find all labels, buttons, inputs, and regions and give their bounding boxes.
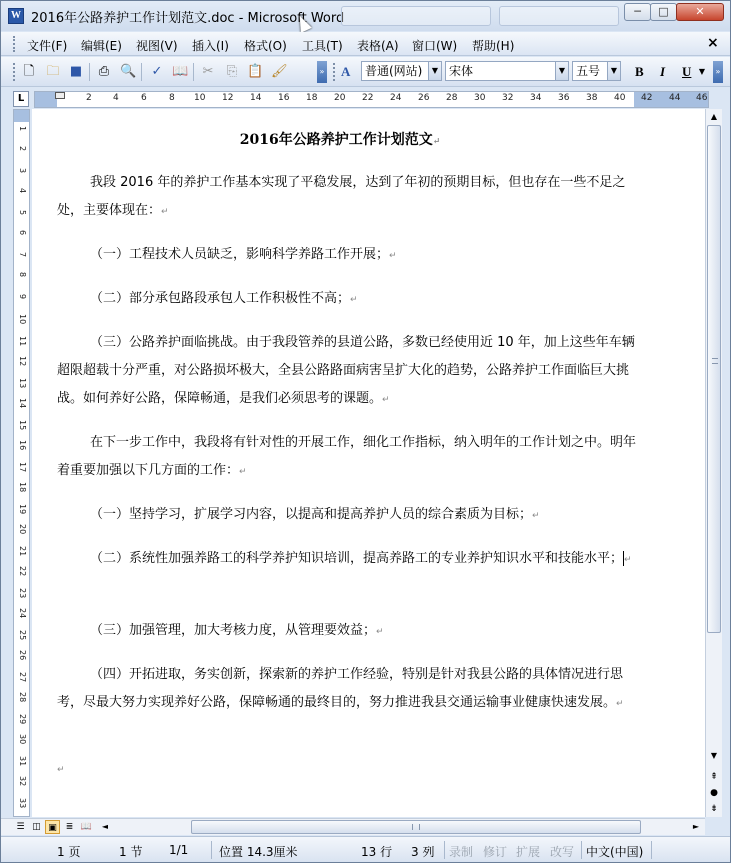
paragraph[interactable]: （一）工程技术人员缺乏，影响科学养路工作开展；↵ — [90, 247, 397, 262]
ruler-mark: 32 — [502, 93, 514, 103]
copy-icon[interactable]: ⎘ — [226, 64, 238, 79]
bold-button[interactable]: B — [635, 64, 644, 79]
paragraph[interactable]: （三）加强管理，加大考核力度，从管理要效益；↵ — [90, 623, 384, 638]
paragraph[interactable]: 我段 2016 年的养护工作基本实现了平稳发展，达到了年初的预期目标，但也存在一些不足之处，主要体现在：↵ — [57, 175, 626, 218]
paragraph[interactable]: （一）坚持学习，扩展学习内容，以提高和提高养护人员的综合素质为目标；↵ — [90, 507, 540, 522]
italic-button[interactable]: I — [660, 64, 666, 79]
vruler-mark: 33 — [18, 798, 27, 809]
status-column: 3 列 — [411, 845, 435, 859]
status-bar — [1, 836, 730, 862]
toolbar-options-chevron[interactable]: » — [317, 61, 327, 83]
select-browse-object-icon[interactable]: ● — [710, 788, 718, 798]
ruler-mark: 46 — [696, 93, 708, 103]
outline-view-icon[interactable]: ≣ — [65, 822, 74, 832]
menu-format[interactable]: 格式(O) — [244, 39, 287, 53]
vruler-mark: 23 — [18, 588, 27, 599]
toolbar-separator — [141, 63, 142, 81]
ruler-mark: 34 — [530, 93, 542, 103]
vruler-mark: 15 — [18, 420, 27, 431]
menu-insert[interactable]: 插入(I) — [192, 39, 229, 53]
status-separator — [651, 841, 652, 859]
toolbar-separator — [89, 63, 90, 81]
ruler-mark: 16 — [278, 93, 290, 103]
save-icon[interactable]: ■ — [69, 64, 83, 79]
menu-view[interactable]: 视图(V) — [136, 39, 178, 53]
status-section: 1 节 — [119, 845, 143, 859]
vruler-mark: 32 — [18, 776, 27, 787]
spelling-icon[interactable]: ✓ — [151, 64, 163, 79]
ruler-mark: 42 — [641, 93, 653, 103]
vruler-mark: 21 — [18, 546, 27, 557]
vruler-mark: 17 — [18, 462, 27, 473]
tab-selector-button[interactable]: L — [13, 91, 29, 107]
status-line: 13 行 — [361, 845, 393, 859]
toolbar-grip-2[interactable] — [333, 63, 336, 81]
ruler-mark: 8 — [169, 93, 175, 103]
print-icon[interactable]: ⎙ — [98, 64, 110, 79]
menu-window[interactable]: 窗口(W) — [412, 39, 458, 53]
ruler-mark: 14 — [250, 93, 262, 103]
first-line-indent-marker[interactable] — [55, 92, 65, 99]
status-page: 1 页 — [57, 845, 81, 859]
vruler-mark: 3 — [18, 168, 27, 174]
vruler-mark: 25 — [18, 630, 27, 641]
ruler-mark: 40 — [614, 93, 626, 103]
menu-table[interactable]: 表格(A) — [357, 39, 399, 53]
paragraph[interactable]: （四）开拓进取，务实创新，探索新的养护工作经验，特别是针对我县公路的具体情况进行思考，尽最大努力实现养好公路，保障畅通的最终目的，努力推进我县交通运输事业健康快速发展。↵ — [57, 667, 624, 710]
ruler-mark: 30 — [474, 93, 486, 103]
vruler-mark: 27 — [18, 672, 27, 683]
web-layout-view-icon[interactable]: ◫ — [32, 822, 41, 832]
scroll-right-icon[interactable]: ► — [692, 822, 700, 831]
ruler-mark: 12 — [222, 93, 234, 103]
top-margin-area — [14, 110, 29, 122]
menu-help[interactable]: 帮助(H) — [472, 39, 515, 53]
print-preview-icon[interactable]: 🔍 — [120, 64, 137, 79]
vruler-mark: 16 — [18, 440, 27, 451]
scroll-left-icon[interactable]: ◄ — [101, 822, 109, 831]
ruler-mark: 22 — [362, 93, 374, 103]
menubar-grip[interactable] — [13, 36, 16, 52]
vruler-mark: 7 — [18, 252, 27, 258]
status-separator — [211, 841, 212, 859]
paragraph[interactable]: 在下一步工作中，我段将有针对性的开展工作，细化工作指标，纳入明年的工作计划之中。明年着重要加强以下几方面的工作：↵ — [57, 435, 637, 478]
new-doc-icon[interactable]: 🗋 — [23, 64, 35, 79]
status-extend[interactable]: 扩展 — [516, 845, 541, 859]
vruler-mark: 18 — [18, 482, 27, 493]
vruler-mark: 22 — [18, 566, 27, 577]
title-bar[interactable] — [1, 1, 730, 31]
menu-tools[interactable]: 工具(T) — [302, 39, 343, 53]
font-combo[interactable]: 宋体 — [445, 61, 556, 81]
normal-view-icon[interactable]: ☰ — [16, 822, 25, 832]
scroll-up-icon[interactable]: ▲ — [710, 112, 718, 121]
paste-icon[interactable]: 📋 — [247, 64, 264, 79]
menu-file[interactable]: 文件(F) — [27, 39, 68, 53]
vruler-mark: 14 — [18, 398, 27, 409]
ruler-mark: 6 — [141, 93, 147, 103]
paragraph[interactable]: （二）部分承包路段承包人工作积极性不高；↵ — [90, 291, 358, 306]
vruler-mark: 26 — [18, 650, 27, 661]
status-rec[interactable]: 录制 — [449, 845, 474, 859]
horizontal-scrollbar-row — [1, 818, 705, 835]
vertical-ruler[interactable] — [13, 109, 30, 817]
ruler-mark: 20 — [334, 93, 346, 103]
paragraph[interactable]: （二）系统性加强养路工的科学养护知识培训，提高养路工的专业养护知识水平和技能水平；↵ — [90, 551, 632, 566]
scroll-down-icon[interactable]: ▼ — [710, 751, 718, 760]
menu-bar — [1, 32, 730, 56]
empty-paragraph[interactable]: ↵ — [57, 765, 65, 775]
document-page[interactable] — [32, 109, 705, 817]
previous-page-icon[interactable]: ⇞ — [710, 772, 718, 782]
maximize-button[interactable]: □ — [650, 3, 677, 21]
vruler-mark: 29 — [18, 714, 27, 725]
ruler-mark: 36 — [558, 93, 570, 103]
vruler-mark: 28 — [18, 692, 27, 703]
style-dropdown-button[interactable]: ▼ — [429, 61, 442, 81]
vruler-mark: 5 — [18, 210, 27, 216]
toolbar-grip[interactable] — [13, 63, 16, 81]
research-icon[interactable]: 📖 — [172, 64, 189, 79]
paragraph[interactable]: （三）公路养护面临挑战。由于我段管养的县道公路，多数已经使用近 10 年，加上这些年车辆超限超载十分严重，对公路损坏极大，全县公路路面病害呈扩大化的趋势，公路养护工作面临巨大挑战。如何养好公路，保障畅通，是我们必须思考的课题。↵ — [57, 335, 635, 406]
status-language[interactable]: 中文(中国) — [586, 845, 644, 859]
reading-layout-view-icon[interactable]: 📖 — [80, 822, 93, 832]
vruler-mark: 9 — [18, 294, 27, 300]
styles-pane-icon[interactable]: A — [341, 64, 351, 79]
status-track-changes[interactable]: 修订 — [483, 845, 508, 859]
ruler-mark: 4 — [113, 93, 119, 103]
underline-dropdown-icon[interactable]: ▼ — [698, 67, 706, 76]
font-size-dropdown-button[interactable]: ▼ — [608, 61, 621, 81]
vertical-scrollbar[interactable] — [705, 109, 722, 817]
vruler-mark: 30 — [18, 734, 27, 745]
vruler-mark: 20 — [18, 524, 27, 535]
status-page-of: 1/1 — [169, 843, 189, 857]
close-document-button[interactable]: × — [707, 35, 719, 51]
vruler-mark: 13 — [18, 378, 27, 389]
toolbar-separator — [193, 63, 194, 81]
menu-edit[interactable]: 编辑(E) — [81, 39, 122, 53]
background-window-ghost-2 — [499, 6, 619, 26]
background-window-ghost — [341, 6, 491, 26]
ruler-mark: 18 — [306, 93, 318, 103]
scroll-grip — [712, 358, 718, 364]
standard-toolbar — [1, 57, 730, 87]
ruler-mark: 10 — [194, 93, 206, 103]
next-page-icon[interactable]: ⇟ — [710, 804, 718, 814]
vruler-mark: 1 — [18, 126, 27, 132]
window-title: 2016年公路养护工作计划范文.doc - Microsoft Word — [31, 11, 345, 26]
horizontal-scroll-thumb[interactable] — [191, 820, 641, 834]
vruler-mark: 6 — [18, 230, 27, 236]
underline-button[interactable]: U — [682, 64, 692, 79]
word-app-icon[interactable]: W — [8, 8, 24, 24]
ruler-mark: 28 — [446, 93, 458, 103]
vruler-mark: 2 — [18, 146, 27, 152]
status-separator — [444, 841, 445, 859]
cut-icon[interactable]: ✂ — [202, 64, 214, 79]
vertical-scroll-thumb[interactable] — [707, 125, 721, 633]
document-title[interactable]: 2016年公路养护工作计划范文↵ — [239, 132, 441, 148]
ruler-mark: 24 — [390, 93, 402, 103]
status-separator — [581, 841, 582, 859]
horizontal-ruler[interactable] — [34, 91, 709, 108]
vruler-mark: 12 — [18, 356, 27, 367]
print-layout-view-icon[interactable]: ▣ — [45, 820, 60, 834]
vruler-mark: 10 — [18, 314, 27, 325]
close-window-button[interactable]: ✕ — [676, 3, 724, 21]
ruler-mark: 2 — [86, 93, 92, 103]
open-folder-icon[interactable]: 🗀 — [46, 64, 60, 79]
ruler-mark: 44 — [669, 93, 681, 103]
font-size-combo[interactable]: 五号 — [572, 61, 608, 81]
vruler-mark: 24 — [18, 608, 27, 619]
vruler-mark: 19 — [18, 504, 27, 515]
left-margin-area — [35, 92, 57, 107]
style-combo[interactable]: 普通(网站) — [361, 61, 429, 81]
status-position: 位置 14.3厘米 — [219, 845, 298, 859]
vruler-mark: 4 — [18, 188, 27, 194]
vruler-mark: 11 — [18, 336, 27, 347]
vruler-mark: 8 — [18, 272, 27, 278]
minimize-button[interactable]: ─ — [624, 3, 651, 21]
font-dropdown-button[interactable]: ▼ — [556, 61, 569, 81]
scroll-grip — [412, 824, 420, 830]
format-painter-icon[interactable]: 🖌 — [271, 64, 288, 79]
vruler-mark: 31 — [18, 756, 27, 767]
formatting-options-chevron[interactable]: » — [713, 61, 723, 83]
status-overtype[interactable]: 改写 — [550, 845, 575, 859]
ruler-mark: 38 — [586, 93, 598, 103]
ruler-mark: 26 — [418, 93, 430, 103]
